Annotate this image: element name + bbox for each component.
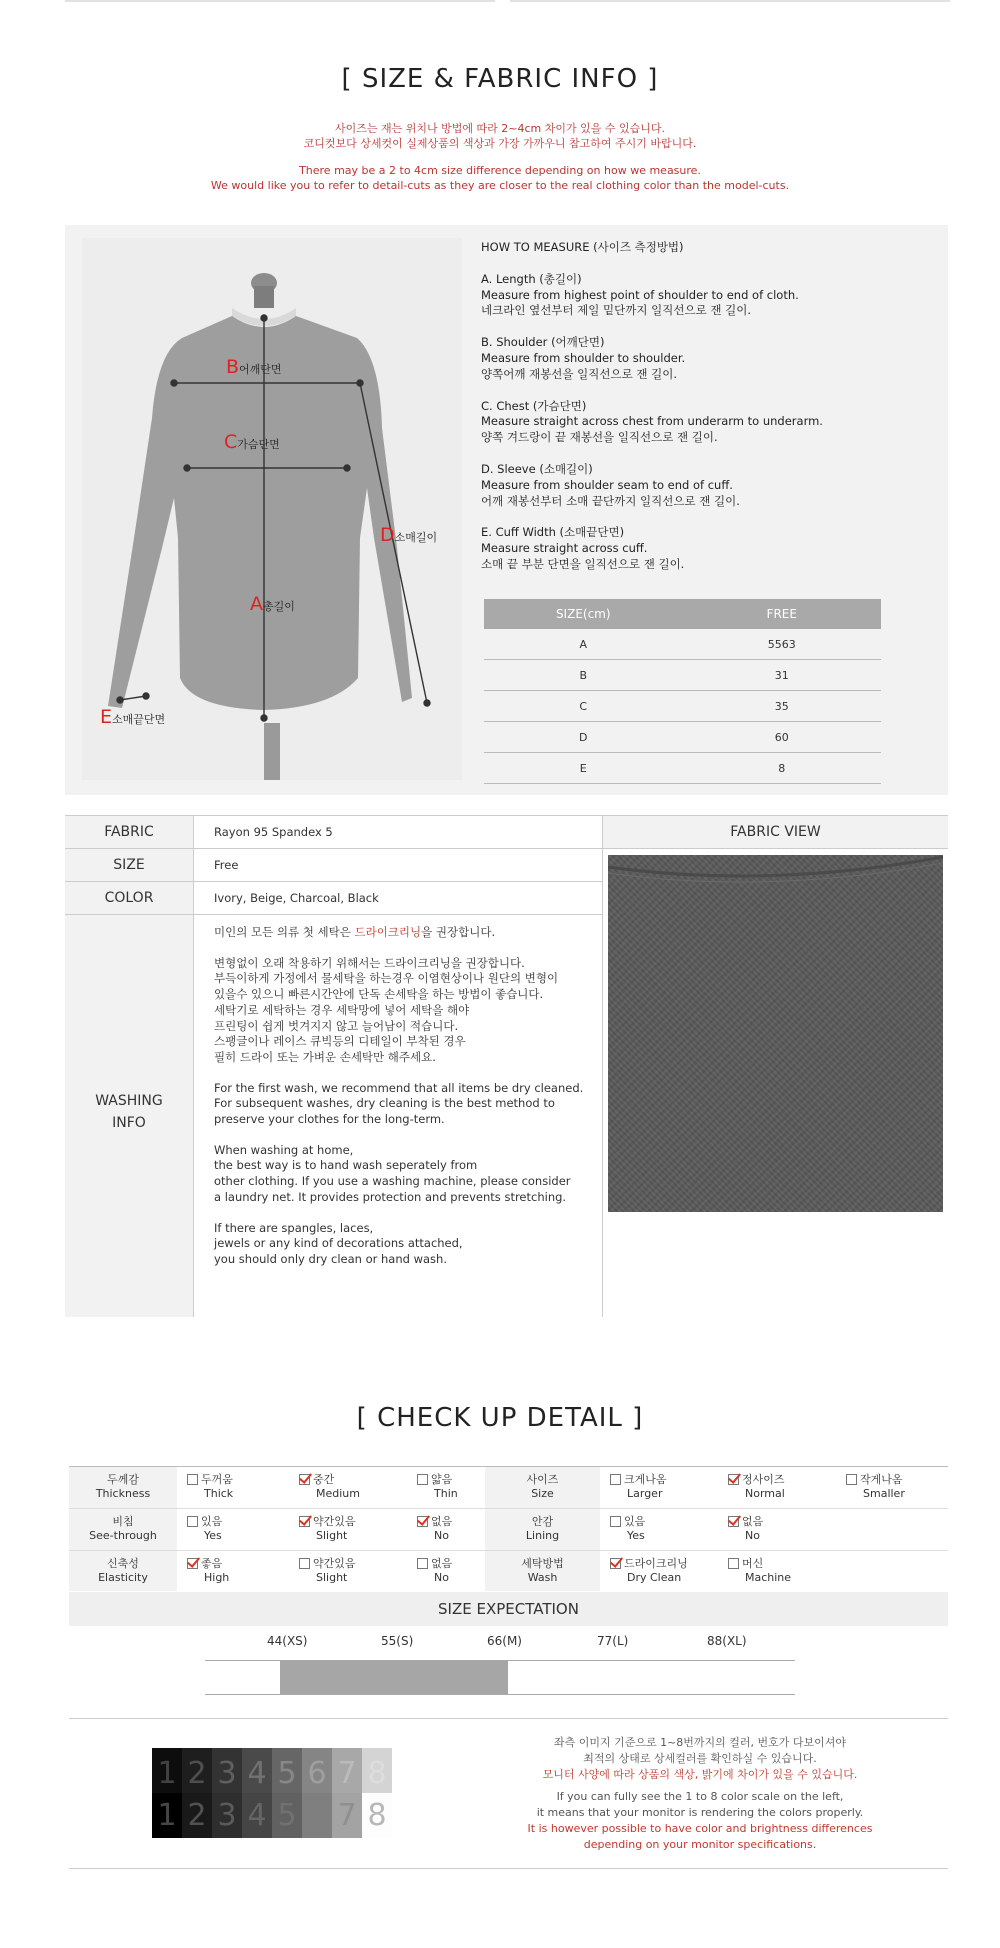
elasticity-label: 신축성 Elasticity <box>69 1551 177 1591</box>
scale-digit-bottom: 1 <box>157 1798 177 1833</box>
scale-digit-top: 4 <box>247 1756 267 1791</box>
checkbox-icon[interactable] <box>299 1558 310 1569</box>
size-expectation-label: 66(M) <box>487 1634 522 1648</box>
color-scale-column <box>182 1748 212 1838</box>
measure-item-en: Measure straight across chest from underarm to underarm. <box>481 414 823 429</box>
measure-item-en: Measure from shoulder to shoulder. <box>481 350 686 365</box>
wash-option[interactable] <box>610 1557 710 1585</box>
lining-option[interactable] <box>610 1515 710 1543</box>
option-en: Thick <box>204 1487 234 1500</box>
lining-label: 안감 Lining <box>485 1509 600 1550</box>
option-en: Yes <box>627 1529 645 1542</box>
checkbox-icon[interactable] <box>187 1516 198 1527</box>
scale-digit-bottom: 3 <box>217 1798 237 1833</box>
measure-item-title: E. Cuff Width (소매끝단면) <box>481 525 625 540</box>
size-row-label: B <box>484 660 683 691</box>
checkbox-icon[interactable] <box>610 1516 621 1527</box>
wash-option[interactable] <box>728 1557 828 1585</box>
wash-line: a laundry net. It provides protection and prevents stretching. <box>214 1189 567 1204</box>
scale-digit-top: 8 <box>367 1756 387 1791</box>
option-en: No <box>745 1529 760 1542</box>
stand-pole <box>264 723 280 780</box>
seethrough-option[interactable] <box>187 1515 287 1543</box>
checkbox-icon[interactable] <box>187 1558 198 1569</box>
label-e: E소매끝단면 <box>100 706 166 728</box>
option-kr: 있음 <box>201 1515 223 1528</box>
color-value: Ivory, Beige, Charcoal, Black <box>214 891 379 905</box>
wash-line: 프린팅이 쉽게 벗겨지지 않고 늘어남이 적습니다. <box>214 1018 459 1033</box>
label-d: D소매길이 <box>380 524 438 546</box>
wash-line: 있을수 있으니 빠른시간안에 단독 손세탁을 하는 방법이 좋습니다. <box>214 987 544 1002</box>
fabric-label: FABRIC <box>65 816 193 848</box>
option-kr: 드라이크리닝 <box>624 1557 688 1570</box>
thickness-label: 두께감 Thickness <box>69 1467 177 1508</box>
wash-line: the best way is to hand wash seperately from <box>214 1158 478 1173</box>
notice-kr-1: 사이즈는 재는 위치나 방법에 따라 2~4cm 차이가 있을 수 있습니다. <box>335 122 665 135</box>
option-kr: 두꺼움 <box>201 1473 233 1486</box>
garment-svg <box>82 238 462 780</box>
wash-line: 스팽글이나 레이스 큐빅등의 디테일이 부착된 경우 <box>214 1034 466 1049</box>
measure-item-en: Measure from highest point of shoulder to end of cloth. <box>481 287 799 302</box>
measure-item-kr: 소매 끝 부분 단면을 일직선으로 잰 길이. <box>481 556 685 571</box>
scale-digit-bottom: 2 <box>187 1798 207 1833</box>
size-expectation-label: 77(L) <box>597 1634 629 1648</box>
label-a: A총길이 <box>250 593 295 615</box>
thickness-option[interactable] <box>417 1473 517 1501</box>
option-kr: 좋음 <box>201 1557 223 1570</box>
measure-item <box>481 525 931 572</box>
checkbox-icon[interactable] <box>728 1474 739 1485</box>
measure-item-en: Measure from shoulder seam to end of cuff. <box>481 477 733 492</box>
option-en: Medium <box>316 1487 360 1500</box>
wash-line: If there are spangles, laces, <box>214 1220 374 1235</box>
wash-line: preserve your clothes for the long-term. <box>214 1112 445 1127</box>
top-rule-left <box>65 0 495 2</box>
wash-line: 변형없이 오래 착용하기 위해서는 드라이크리닝을 권장합니다. <box>214 955 525 970</box>
option-en: Normal <box>745 1487 785 1500</box>
option-en: Larger <box>627 1487 663 1500</box>
scale-digit-top: 6 <box>307 1756 327 1791</box>
checkbox-icon[interactable] <box>417 1474 428 1485</box>
size-expectation-label: 44(XS) <box>267 1634 308 1648</box>
option-kr: 없음 <box>742 1515 764 1528</box>
measure-item-kr: 네크라인 옆선부터 제일 밑단까지 일직선으로 잰 길이. <box>481 303 751 318</box>
scale-digit-top: 7 <box>337 1756 357 1791</box>
fabric-info-table <box>65 815 948 1317</box>
option-kr: 있음 <box>624 1515 646 1528</box>
checkbox-icon[interactable] <box>728 1558 739 1569</box>
option-en: Machine <box>745 1571 792 1584</box>
elasticity-option[interactable] <box>187 1557 287 1585</box>
size-expectation-scale <box>205 1626 795 1696</box>
option-kr: 얇음 <box>431 1473 453 1486</box>
thickness-option[interactable] <box>187 1473 287 1501</box>
measure-item <box>481 272 931 319</box>
checkbox-icon[interactable] <box>299 1516 310 1527</box>
color-scale-column <box>332 1748 362 1838</box>
option-en: Slight <box>316 1571 348 1584</box>
option-en: No <box>434 1529 449 1542</box>
thickness-option[interactable] <box>299 1473 399 1501</box>
size-row-value: 31 <box>683 660 882 691</box>
checkbox-icon[interactable] <box>299 1474 310 1485</box>
lining-option[interactable] <box>728 1515 828 1543</box>
size-row <box>484 660 881 691</box>
size-expectation-label: 88(XL) <box>707 1634 747 1648</box>
fabric-swatch <box>608 855 943 1212</box>
size-row-label: A <box>484 629 683 660</box>
size-value: Free <box>214 858 239 872</box>
size-row <box>484 629 881 660</box>
checkbox-icon[interactable] <box>187 1474 198 1485</box>
scale-digit-bottom: 7 <box>337 1798 357 1833</box>
option-kr: 중간 <box>313 1473 335 1486</box>
size-option[interactable] <box>610 1473 710 1501</box>
garment-diagram <box>82 238 462 780</box>
checkbox-icon[interactable] <box>610 1474 621 1485</box>
measure-item-title: B. Shoulder (어깨단면) <box>481 335 605 350</box>
measure-item-title: A. Length (총길이) <box>481 271 582 286</box>
option-kr: 정사이즈 <box>742 1473 785 1486</box>
option-kr: 약간있음 <box>313 1515 356 1528</box>
scale-digit-bottom: 4 <box>247 1798 267 1833</box>
color-scale-column <box>242 1748 272 1838</box>
elasticity-option[interactable] <box>417 1557 517 1585</box>
label-c: C가슴단면 <box>224 431 280 453</box>
size-range-bar <box>280 1661 508 1694</box>
option-kr: 약간있음 <box>313 1557 356 1570</box>
washing-label: WASHING INFO <box>65 915 193 1317</box>
page-title: [ SIZE & FABRIC INFO ] <box>341 64 659 94</box>
scale-digit-top: 2 <box>187 1756 207 1791</box>
checkup-title: [ CHECK UP DETAIL ] <box>356 1403 644 1433</box>
size-row-value: 8 <box>683 753 882 784</box>
measure-item <box>481 462 931 509</box>
measure-item-kr: 어깨 재봉선부터 소매 끝단까지 일직선으로 잰 길이. <box>481 493 740 508</box>
top-rule-right <box>510 0 950 2</box>
wash-method-label: 세탁방법 Wash <box>485 1551 600 1591</box>
wash-intro: 미인의 모든 의류 첫 세탁은 드라이크리닝을 권장합니다. <box>214 925 496 939</box>
fabric-view-label: FABRIC VIEW <box>603 816 948 848</box>
wash-line: you should only dry clean or hand wash. <box>214 1251 447 1266</box>
wash-line: 부득이하게 가정에서 물세탁을 하는경우 이염현상이나 원단의 변형이 <box>214 971 559 986</box>
color-label: COLOR <box>65 882 193 914</box>
color-scale <box>152 1748 394 1838</box>
checkbox-icon[interactable] <box>417 1558 428 1569</box>
color-guide-text: 좌측 이미지 기준으로 1~8번까지의 컬러, 번호가 다보이셔야 최적의 상태로 상세컬러를 확인하실 수 있습니다. 모니터 사양에 따라 상품의 색상, 밝기에 차이가 있을 수 있습니다. If you can fully see the 1 to 8 color scale on the left, it means that your monitor is rendering the colors properly. It is however possible to have color and brightness differences depending on your monitor specifications. <box>527 1736 873 1851</box>
color-scale-column <box>362 1748 392 1838</box>
scale-digit-bottom: 8 <box>367 1798 387 1833</box>
option-kr: 작게나옴 <box>860 1473 903 1486</box>
checkbox-icon[interactable] <box>728 1516 739 1527</box>
size-fit-label: 사이즈 Size <box>485 1467 600 1508</box>
wash-line: When washing at home, <box>214 1142 354 1157</box>
seethrough-option[interactable] <box>417 1515 517 1543</box>
option-kr: 머신 <box>742 1557 764 1570</box>
wash-line: other clothing. If you use a washing machine, please consider <box>214 1174 571 1189</box>
size-header-label: SIZE(cm) <box>484 599 683 629</box>
color-scale-column <box>152 1748 182 1838</box>
option-kr: 크게나옴 <box>624 1473 667 1486</box>
wash-line: For subsequent washes, dry cleaning is the best method to <box>214 1096 555 1111</box>
scale-digit-bottom: 5 <box>277 1798 297 1833</box>
measure-item <box>481 335 931 382</box>
option-en: High <box>204 1571 230 1584</box>
color-scale-column <box>302 1748 332 1838</box>
measure-item-en: Measure straight across cuff. <box>481 541 648 556</box>
wash-line: 필히 드라이 또는 가벼운 손세탁만 해주세요. <box>214 1049 436 1064</box>
size-row <box>484 722 881 753</box>
option-en: Yes <box>204 1529 222 1542</box>
measure-item-title: D. Sleeve (소매길이) <box>481 461 593 476</box>
measure-item-title: C. Chest (가슴단면) <box>481 398 587 413</box>
size-row-value: 35 <box>683 691 882 722</box>
size-row-label: E <box>484 753 683 784</box>
measure-item <box>481 399 931 446</box>
washing-info-text <box>214 925 594 1268</box>
size-header-free: FREE <box>683 599 882 629</box>
option-en: No <box>434 1571 449 1584</box>
color-scale-column <box>272 1748 302 1838</box>
seethrough-label: 비침 See-through <box>69 1509 177 1550</box>
checkup-table <box>69 1466 948 1591</box>
size-row-value: 60 <box>683 722 882 753</box>
size-expectation-header: SIZE EXPECTATION <box>69 1592 948 1626</box>
checkbox-icon[interactable] <box>610 1558 621 1569</box>
option-en: Slight <box>316 1529 348 1542</box>
checkbox-icon[interactable] <box>417 1516 428 1527</box>
checkbox-icon[interactable] <box>846 1474 857 1485</box>
option-en: Smaller <box>863 1487 905 1500</box>
color-scale-column <box>212 1748 242 1838</box>
scale-digit-top: 3 <box>217 1756 237 1791</box>
scale-digit-top: 5 <box>277 1756 297 1791</box>
size-row-label: C <box>484 691 683 722</box>
measure-item-kr: 양쪽어깨 재봉선을 일직선으로 잰 길이. <box>481 366 678 381</box>
how-heading: HOW TO MEASURE (사이즈 측정방법) <box>481 240 684 254</box>
seethrough-option[interactable] <box>299 1515 399 1543</box>
scale-digit-bottom: 6 <box>307 1798 327 1833</box>
size-table <box>484 599 881 784</box>
wash-line: For the first wash, we recommend that all items be dry cleaned. <box>214 1080 584 1095</box>
size-option[interactable] <box>728 1473 828 1501</box>
size-row <box>484 753 881 784</box>
option-en: Thin <box>434 1487 458 1500</box>
label-b: B어깨단면 <box>226 356 282 378</box>
option-kr: 없음 <box>431 1557 453 1570</box>
size-label: SIZE <box>65 849 193 881</box>
fabric-value: Rayon 95 Spandex 5 <box>214 825 333 839</box>
notice-en-2: We would like you to refer to detail-cuts as they are closer to the real clothing color than the model-cuts. <box>210 179 790 192</box>
notice-kr-2: 코디컷보다 상세컷이 실제상품의 색상과 가장 가까우니 참고하여 주시기 바랍니다. <box>303 137 697 150</box>
size-row-value: 5563 <box>683 629 882 660</box>
measure-item-kr: 양쪽 겨드랑이 끝 재봉선을 일직선으로 잰 길이. <box>481 430 718 445</box>
mannequin-neck <box>254 286 274 308</box>
scale-digit-top: 1 <box>157 1756 177 1791</box>
wash-line: 세탁기로 세탁하는 경우 세탁망에 넣어 세탁을 해야 <box>214 1002 470 1017</box>
size-expectation-label: 55(S) <box>381 1634 414 1648</box>
size-row <box>484 691 881 722</box>
size-notice <box>0 121 1000 193</box>
option-en: Dry Clean <box>627 1571 682 1584</box>
size-row-label: D <box>484 722 683 753</box>
elasticity-option[interactable] <box>299 1557 399 1585</box>
wash-line: jewels or any kind of decorations attached, <box>214 1236 463 1251</box>
notice-en-1: There may be a 2 to 4cm size difference depending on how we measure. <box>299 164 701 177</box>
option-kr: 없음 <box>431 1515 453 1528</box>
size-option[interactable] <box>846 1473 946 1501</box>
how-to-measure <box>481 240 931 573</box>
